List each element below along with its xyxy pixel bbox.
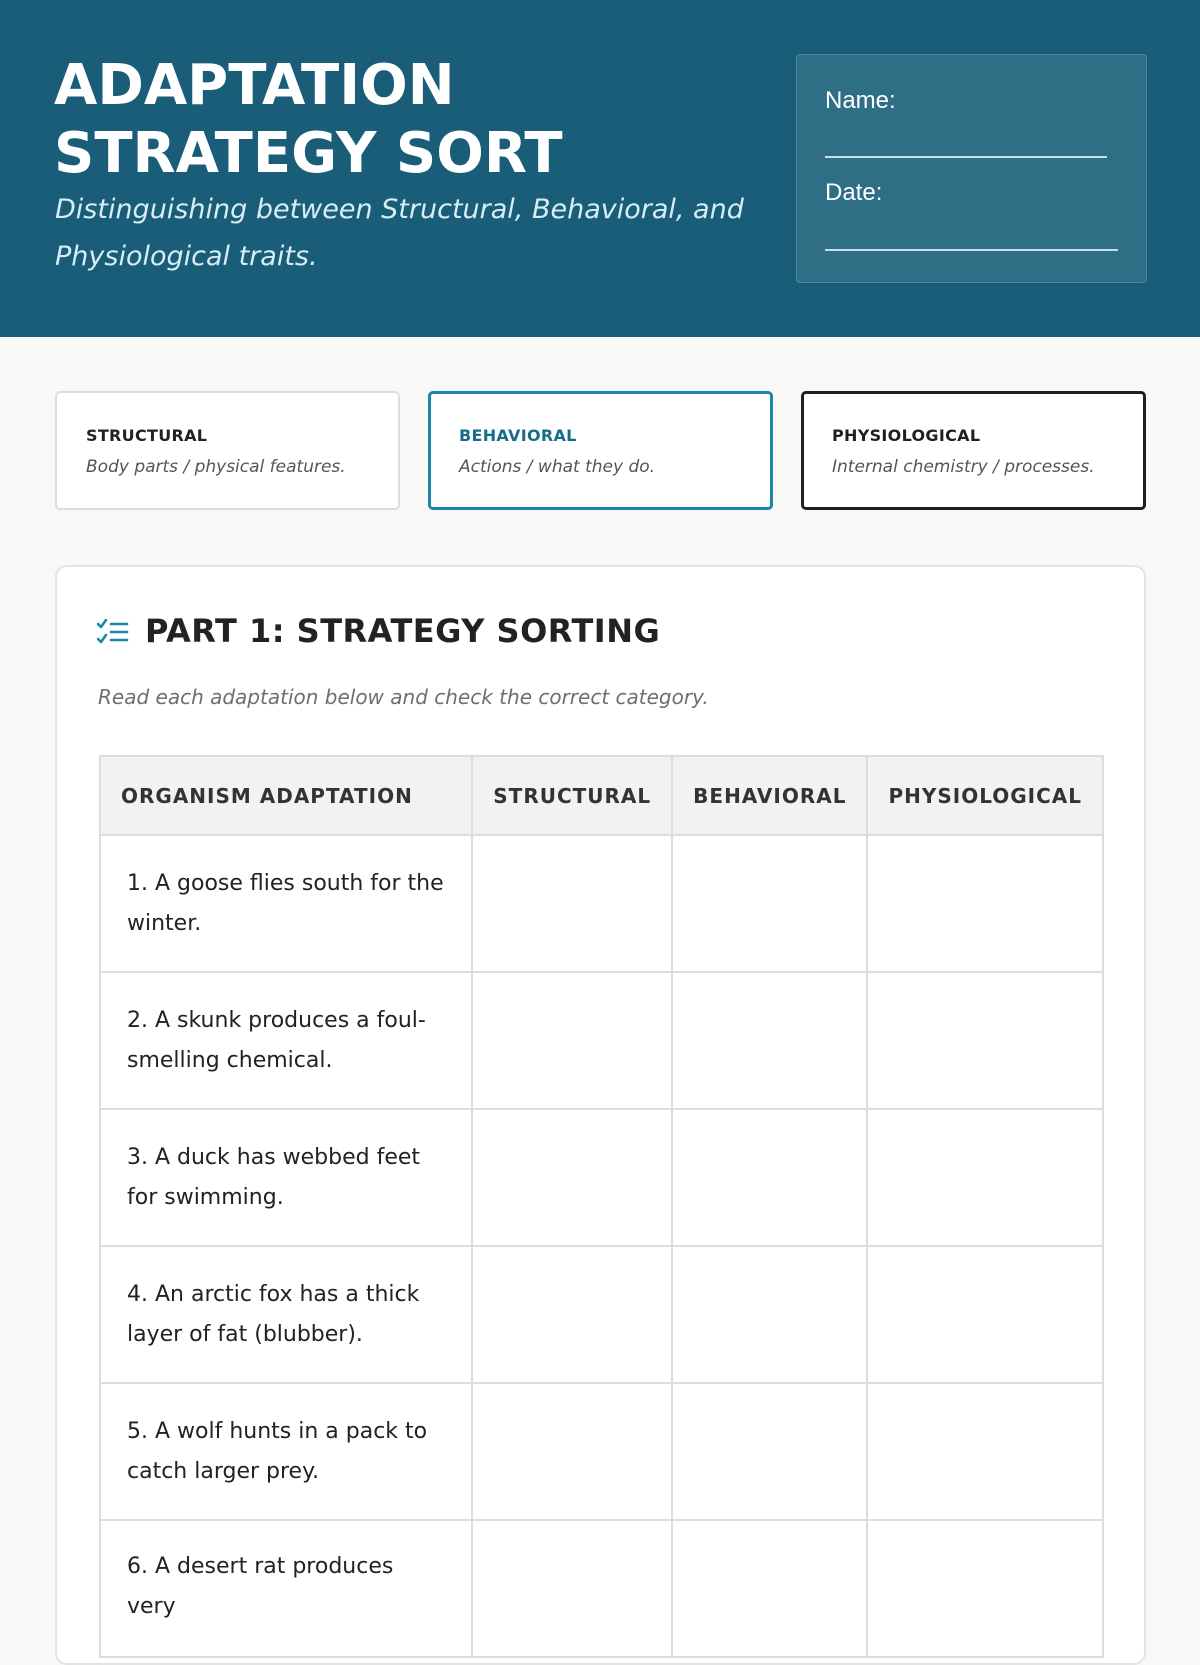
name-date-box [796, 54, 1147, 283]
table-row [100, 1383, 1103, 1520]
behavioral-check-cell[interactable] [672, 1520, 867, 1657]
behavioral-check-cell[interactable] [672, 1246, 867, 1383]
column-header: STRUCTURAL [472, 756, 672, 835]
category-card-behavioral [428, 391, 773, 510]
adaptation-cell: 3. A duck has webbed feet for swimming. [100, 1109, 472, 1246]
table-row [100, 1109, 1103, 1246]
physiological-check-cell[interactable] [867, 1246, 1103, 1383]
name-line[interactable] [825, 156, 1107, 158]
category-title: PHYSIOLOGICAL [832, 426, 981, 445]
adaptation-cell: 6. A desert rat produces very [100, 1520, 472, 1657]
structural-check-cell[interactable] [472, 1383, 672, 1520]
date-label: Date: [825, 179, 883, 206]
structural-check-cell[interactable] [472, 1246, 672, 1383]
sorting-table [99, 755, 1104, 1658]
physiological-check-cell[interactable] [867, 835, 1103, 972]
worksheet-title: ADAPTATION STRATEGY SORT [54, 53, 563, 186]
table-row [100, 972, 1103, 1109]
adaptation-cell: 1. A goose flies south for the winter. [100, 835, 472, 972]
behavioral-check-cell[interactable] [672, 972, 867, 1109]
date-line[interactable] [825, 249, 1118, 251]
category-card-physiological [801, 391, 1146, 510]
adaptation-cell: 4. An arctic fox has a thick layer of fat (blubber). [100, 1246, 472, 1383]
part1-instruction: Read each adaptation below and check the correct category. [98, 685, 709, 709]
category-title: STRUCTURAL [86, 426, 208, 445]
category-title: BEHAVIORAL [459, 426, 577, 445]
table-header-row [100, 756, 1103, 835]
behavioral-check-cell[interactable] [672, 1383, 867, 1520]
part1-title: PART 1: STRATEGY SORTING [145, 612, 661, 650]
structural-check-cell[interactable] [472, 1520, 672, 1657]
column-header: ORGANISM ADAPTATION [100, 756, 472, 835]
column-header: BEHAVIORAL [672, 756, 867, 835]
column-header: PHYSIOLOGICAL [867, 756, 1103, 835]
worksheet-subtitle: Distinguishing between Structural, Behavioral, and Physiological traits. [55, 194, 744, 272]
category-card-structural [55, 391, 400, 510]
category-desc: Actions / what they do. [459, 457, 656, 477]
physiological-check-cell[interactable] [867, 1520, 1103, 1657]
adaptation-cell: 5. A wolf hunts in a pack to catch larger prey. [100, 1383, 472, 1520]
structural-check-cell[interactable] [472, 1109, 672, 1246]
checklist-icon [97, 619, 129, 647]
name-label: Name: [825, 87, 896, 114]
table-row [100, 835, 1103, 972]
table-row [100, 1246, 1103, 1383]
adaptation-cell: 2. A skunk produces a foul-smelling chemical. [100, 972, 472, 1109]
physiological-check-cell[interactable] [867, 1109, 1103, 1246]
behavioral-check-cell[interactable] [672, 1109, 867, 1246]
table-row [100, 1520, 1103, 1657]
physiological-check-cell[interactable] [867, 972, 1103, 1109]
behavioral-check-cell[interactable] [672, 835, 867, 972]
physiological-check-cell[interactable] [867, 1383, 1103, 1520]
structural-check-cell[interactable] [472, 972, 672, 1109]
worksheet-header [0, 0, 1200, 337]
part1-card [55, 565, 1146, 1665]
category-desc: Internal chemistry / processes. [832, 457, 1095, 477]
category-desc: Body parts / physical features. [86, 457, 346, 477]
structural-check-cell[interactable] [472, 835, 672, 972]
